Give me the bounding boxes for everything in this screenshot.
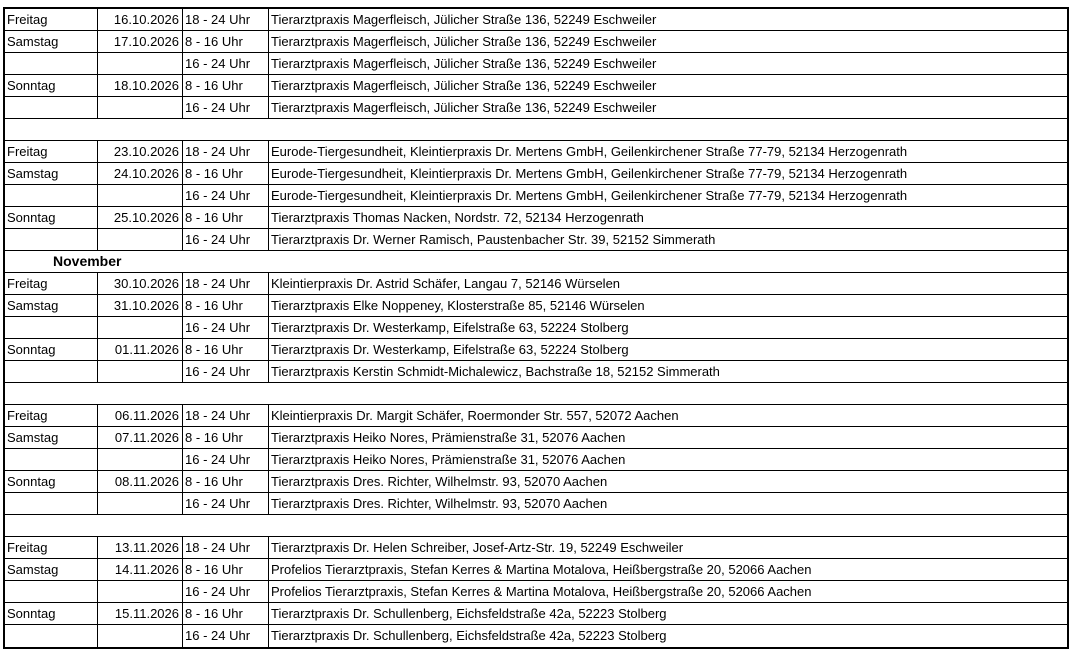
spacer-cell bbox=[5, 119, 1067, 140]
month-label: November bbox=[53, 253, 122, 269]
time-cell: 16 - 24 Uhr bbox=[183, 53, 269, 74]
date-cell: 16.10.2026 bbox=[98, 9, 183, 30]
time-cell: 16 - 24 Uhr bbox=[183, 97, 269, 118]
table-row bbox=[5, 493, 1067, 515]
table-row bbox=[5, 75, 1067, 97]
time-cell: 16 - 24 Uhr bbox=[183, 581, 269, 602]
table-row bbox=[5, 97, 1067, 119]
practice-cell: Profelios Tierarztpraxis, Stefan Kerres & Martina Motalova, Heißbergstraße 20, 52066 Aachen bbox=[271, 584, 812, 599]
time-cell: 8 - 16 Uhr bbox=[183, 339, 269, 360]
practice-cell: Tierarztpraxis Kerstin Schmidt-Michalewicz, Bachstraße 18, 52152 Simmerath bbox=[271, 364, 720, 379]
day-cell bbox=[5, 185, 98, 206]
table-row bbox=[5, 625, 1067, 647]
date-cell bbox=[98, 185, 183, 206]
practice-cell: Tierarztpraxis Dr. Schullenberg, Eichsfeldstraße 42a, 52223 Stolberg bbox=[271, 628, 667, 643]
day-cell: Sonntag bbox=[5, 339, 98, 360]
practice-cell: Tierarztpraxis Thomas Nacken, Nordstr. 72, 52134 Herzogenrath bbox=[271, 210, 644, 225]
date-cell bbox=[98, 97, 183, 118]
time-cell: 18 - 24 Uhr bbox=[183, 405, 269, 426]
time-cell: 8 - 16 Uhr bbox=[183, 471, 269, 492]
day-cell: Freitag bbox=[5, 9, 98, 30]
table-row bbox=[5, 603, 1067, 625]
table-row bbox=[5, 405, 1067, 427]
time-cell: 8 - 16 Uhr bbox=[183, 295, 269, 316]
day-cell: Freitag bbox=[5, 141, 98, 162]
table-row bbox=[5, 207, 1067, 229]
day-cell: Sonntag bbox=[5, 75, 98, 96]
practice-cell: Tierarztpraxis Dr. Schullenberg, Eichsfeldstraße 42a, 52223 Stolberg bbox=[271, 606, 667, 621]
practice-cell: Tierarztpraxis Elke Noppeney, Klosterstraße 85, 52146 Würselen bbox=[271, 298, 645, 313]
day-cell bbox=[5, 97, 98, 118]
day-cell: Freitag bbox=[5, 537, 98, 558]
practice-cell: Tierarztpraxis Magerfleisch, Jülicher Straße 136, 52249 Eschweiler bbox=[271, 34, 657, 49]
table-row bbox=[5, 141, 1067, 163]
day-cell: Sonntag bbox=[5, 603, 98, 624]
date-cell: 13.11.2026 bbox=[98, 537, 183, 558]
day-cell bbox=[5, 53, 98, 74]
practice-cell: Tierarztpraxis Dres. Richter, Wilhelmstr. 93, 52070 Aachen bbox=[271, 474, 608, 489]
day-cell: Samstag bbox=[5, 31, 98, 52]
time-cell: 16 - 24 Uhr bbox=[183, 493, 269, 514]
practice-cell: Profelios Tierarztpraxis, Stefan Kerres & Martina Motalova, Heißbergstraße 20, 52066 Aachen bbox=[271, 562, 812, 577]
practice-cell: Tierarztpraxis Magerfleisch, Jülicher Straße 136, 52249 Eschweiler bbox=[271, 12, 657, 27]
time-cell: 8 - 16 Uhr bbox=[183, 75, 269, 96]
table-row bbox=[5, 295, 1067, 317]
date-cell: 18.10.2026 bbox=[98, 75, 183, 96]
day-cell bbox=[5, 581, 98, 602]
spacer-row bbox=[5, 383, 1067, 405]
date-cell: 14.11.2026 bbox=[98, 559, 183, 580]
day-cell bbox=[5, 449, 98, 470]
day-cell: Sonntag bbox=[5, 207, 98, 228]
time-cell: 8 - 16 Uhr bbox=[183, 207, 269, 228]
practice-cell: Kleintierpraxis Dr. Margit Schäfer, Roermonder Str. 557, 52072 Aachen bbox=[271, 408, 679, 423]
time-cell: 8 - 16 Uhr bbox=[183, 163, 269, 184]
practice-cell: Tierarztpraxis Dr. Werner Ramisch, Paustenbacher Str. 39, 52152 Simmerath bbox=[271, 232, 716, 247]
date-cell bbox=[98, 53, 183, 74]
practice-cell: Tierarztpraxis Dres. Richter, Wilhelmstr. 93, 52070 Aachen bbox=[271, 496, 608, 511]
schedule-table bbox=[3, 7, 1069, 649]
spacer-cell bbox=[5, 383, 1067, 404]
time-cell: 8 - 16 Uhr bbox=[183, 31, 269, 52]
date-cell: 24.10.2026 bbox=[98, 163, 183, 184]
day-cell bbox=[5, 493, 98, 514]
date-cell: 07.11.2026 bbox=[98, 427, 183, 448]
table-row bbox=[5, 427, 1067, 449]
table-row bbox=[5, 559, 1067, 581]
time-cell: 18 - 24 Uhr bbox=[183, 141, 269, 162]
table-row bbox=[5, 229, 1067, 251]
table-row bbox=[5, 537, 1067, 559]
day-cell bbox=[5, 361, 98, 382]
practice-cell: Eurode-Tiergesundheit, Kleintierpraxis Dr. Mertens GmbH, Geilenkirchener Straße 77-79, 52134 Herzogenrath bbox=[271, 166, 908, 181]
month-header-row bbox=[5, 251, 1067, 273]
time-cell: 16 - 24 Uhr bbox=[183, 229, 269, 250]
date-cell bbox=[98, 449, 183, 470]
practice-cell: Kleintierpraxis Dr. Astrid Schäfer, Langau 7, 52146 Würselen bbox=[271, 276, 621, 291]
time-cell: 16 - 24 Uhr bbox=[183, 449, 269, 470]
day-cell: Samstag bbox=[5, 163, 98, 184]
practice-cell: Tierarztpraxis Magerfleisch, Jülicher Straße 136, 52249 Eschweiler bbox=[271, 100, 657, 115]
day-cell: Samstag bbox=[5, 295, 98, 316]
date-cell: 25.10.2026 bbox=[98, 207, 183, 228]
table-row bbox=[5, 163, 1067, 185]
date-cell: 08.11.2026 bbox=[98, 471, 183, 492]
date-cell bbox=[98, 361, 183, 382]
table-row bbox=[5, 9, 1067, 31]
table-row bbox=[5, 185, 1067, 207]
day-cell: Samstag bbox=[5, 427, 98, 448]
time-cell: 16 - 24 Uhr bbox=[183, 317, 269, 338]
time-cell: 18 - 24 Uhr bbox=[183, 273, 269, 294]
table-row bbox=[5, 361, 1067, 383]
date-cell: 31.10.2026 bbox=[98, 295, 183, 316]
time-cell: 16 - 24 Uhr bbox=[183, 625, 269, 647]
table-row bbox=[5, 471, 1067, 493]
practice-cell: Tierarztpraxis Dr. Helen Schreiber, Josef-Artz-Str. 19, 52249 Eschweiler bbox=[271, 540, 684, 555]
time-cell: 16 - 24 Uhr bbox=[183, 361, 269, 382]
day-cell bbox=[5, 625, 98, 647]
day-cell: Samstag bbox=[5, 559, 98, 580]
practice-cell: Eurode-Tiergesundheit, Kleintierpraxis Dr. Mertens GmbH, Geilenkirchener Straße 77-79, 52134 Herzogenrath bbox=[271, 144, 908, 159]
table-row bbox=[5, 339, 1067, 361]
day-cell: Freitag bbox=[5, 273, 98, 294]
date-cell bbox=[98, 229, 183, 250]
date-cell bbox=[98, 493, 183, 514]
time-cell: 16 - 24 Uhr bbox=[183, 185, 269, 206]
time-cell: 18 - 24 Uhr bbox=[183, 537, 269, 558]
date-cell bbox=[98, 581, 183, 602]
day-cell: Freitag bbox=[5, 405, 98, 426]
time-cell: 8 - 16 Uhr bbox=[183, 559, 269, 580]
practice-cell: Tierarztpraxis Dr. Westerkamp, Eifelstraße 63, 52224 Stolberg bbox=[271, 342, 629, 357]
table-row bbox=[5, 31, 1067, 53]
date-cell: 23.10.2026 bbox=[98, 141, 183, 162]
spacer-cell bbox=[5, 515, 1067, 536]
day-cell bbox=[5, 229, 98, 250]
day-cell bbox=[5, 317, 98, 338]
practice-cell: Tierarztpraxis Heiko Nores, Prämienstraße 31, 52076 Aachen bbox=[271, 452, 626, 467]
practice-cell: Tierarztpraxis Heiko Nores, Prämienstraße 31, 52076 Aachen bbox=[271, 430, 626, 445]
date-cell: 06.11.2026 bbox=[98, 405, 183, 426]
day-cell: Sonntag bbox=[5, 471, 98, 492]
date-cell: 30.10.2026 bbox=[98, 273, 183, 294]
table-row bbox=[5, 53, 1067, 75]
practice-cell: Tierarztpraxis Magerfleisch, Jülicher Straße 136, 52249 Eschweiler bbox=[271, 56, 657, 71]
time-cell: 8 - 16 Uhr bbox=[183, 603, 269, 624]
date-cell: 15.11.2026 bbox=[98, 603, 183, 624]
spacer-row bbox=[5, 119, 1067, 141]
table-row bbox=[5, 581, 1067, 603]
date-cell: 01.11.2026 bbox=[98, 339, 183, 360]
time-cell: 8 - 16 Uhr bbox=[183, 427, 269, 448]
date-cell: 17.10.2026 bbox=[98, 31, 183, 52]
date-cell bbox=[98, 625, 183, 647]
table-row bbox=[5, 449, 1067, 471]
practice-cell: Eurode-Tiergesundheit, Kleintierpraxis Dr. Mertens GmbH, Geilenkirchener Straße 77-79, 52134 Herzogenrath bbox=[271, 188, 908, 203]
table-row bbox=[5, 273, 1067, 295]
practice-cell: Tierarztpraxis Magerfleisch, Jülicher Straße 136, 52249 Eschweiler bbox=[271, 78, 657, 93]
table-row bbox=[5, 317, 1067, 339]
date-cell bbox=[98, 317, 183, 338]
time-cell: 18 - 24 Uhr bbox=[183, 9, 269, 30]
spacer-row bbox=[5, 515, 1067, 537]
practice-cell: Tierarztpraxis Dr. Westerkamp, Eifelstraße 63, 52224 Stolberg bbox=[271, 320, 629, 335]
